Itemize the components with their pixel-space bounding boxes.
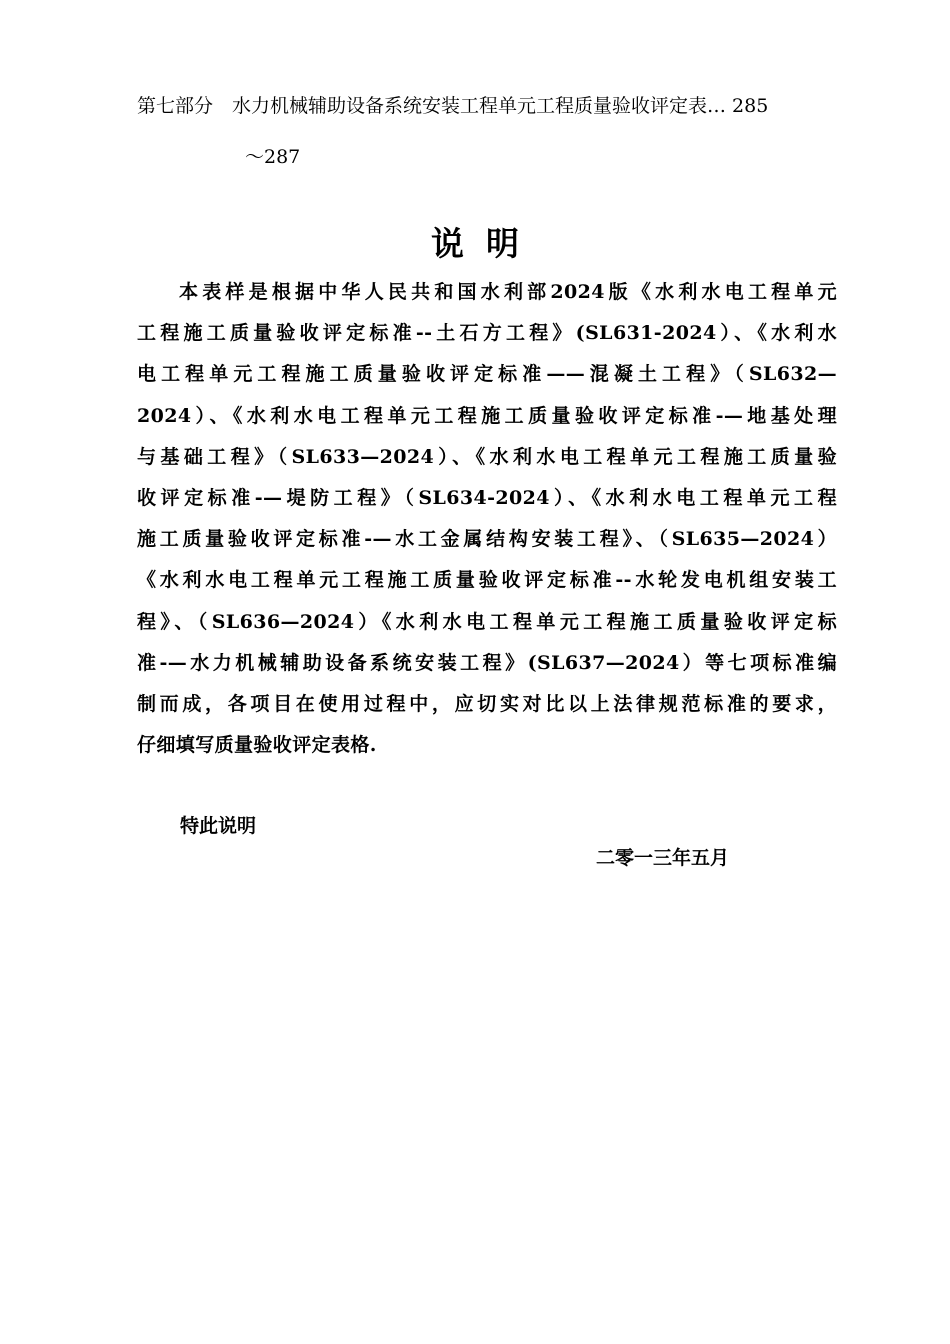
body-line: 制而成，各项目在使用过程中，应切实对比以上法律规范标准的要求， [137, 692, 837, 715]
body-line: 程》、（SL636—2024）《水利水电工程单元工程施工质量验收评定标 [137, 610, 837, 633]
section-title: 说明 [431, 224, 541, 263]
body-line: 仔细填写质量验收评定表格. [137, 734, 377, 757]
document-date: 二零一三年五月 [596, 847, 730, 869]
body-paragraph [137, 272, 837, 766]
toc-entry: 第七部分 水力机械辅助设备系统安装工程单元工程质量验收评定表… 285 [137, 95, 769, 117]
body-line: 收评定标准-—堤防工程》（SL634-2024）、《水利水电工程单元工程 [137, 486, 837, 509]
body-line: 与基础工程》（SL633—2024）、《水利水电工程单元工程施工质量验 [137, 445, 837, 468]
body-line: 工程施工质量验收评定标准--土石方工程》(SL631-2024）、《水利水 [137, 322, 837, 345]
body-line: 本表样是根据中华人民共和国水利部2024版《水利水电工程单元 [179, 281, 837, 303]
body-line: 施工质量验收评定标准-—水工金属结构安装工程》、（SL635—2024） [137, 528, 837, 551]
closing-remark: 特此说明 [180, 815, 257, 837]
body-line: 电工程单元工程施工质量验收评定标准——混凝土工程》（SL632— [137, 363, 837, 386]
body-line: 准-—水力机械辅助设备系统安装工程》(SL637—2024）等七项标准编 [137, 651, 837, 674]
body-line: 《水利水电工程单元工程施工质量验收评定标准--水轮发电机组安装工 [137, 569, 837, 592]
body-line: 2024）、《水利水电工程单元工程施工质量验收评定标准-—地基处理 [137, 404, 837, 427]
toc-entry-page-range: ～287 [245, 146, 301, 168]
